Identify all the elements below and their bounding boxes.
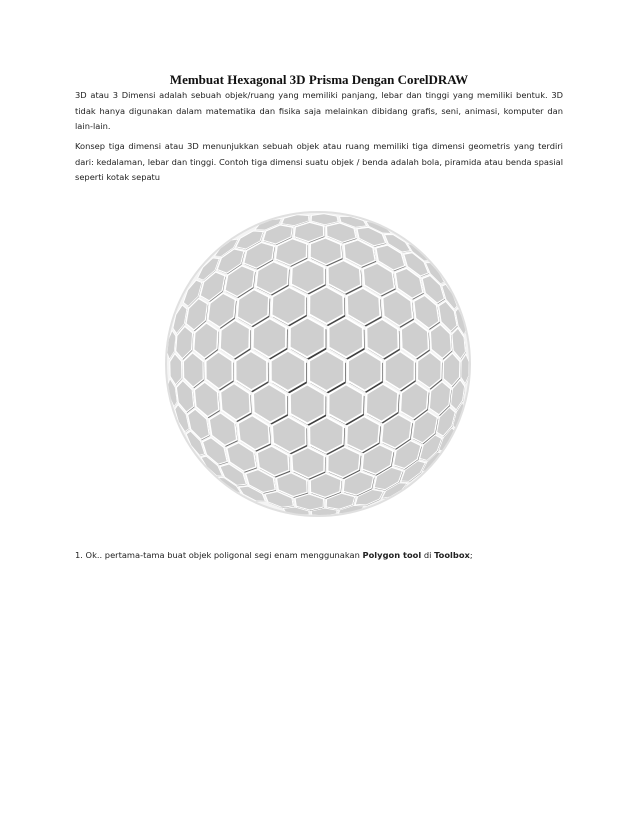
step-1-prefix: 1. Ok.. pertama-tama buat objek poligonal segi enam menggunakan	[75, 550, 363, 560]
hexagon-face	[309, 351, 344, 392]
step-1-location: Toolbox	[434, 550, 470, 560]
step-1-instruction	[75, 548, 563, 564]
paragraph-concept: Konsep tiga dimensi atau 3D menunjukkan sebuah objek atau ruang memiliki tiga dimensi geometris yang terdiri dari: kedalaman, lebar dan tinggi. Contoh tiga dimensi suatu objek / benda adalah bola, piramida atau benda spasial seperti kotak sepatu	[75, 141, 563, 182]
hexagon-face	[271, 351, 306, 391]
step-1-tool: Polygon tool	[362, 550, 422, 560]
step-1-suffix: ;	[469, 550, 473, 560]
document-title: Membuat Hexagonal 3D Prisma Dengan CorelDRAW	[169, 72, 469, 87]
step-1-middle: di	[421, 550, 435, 560]
hexagon-sphere-graphic	[164, 204, 472, 524]
paragraph-intro: 3D atau 3 Dimensi adalah sebuah objek/ruang yang memiliki panjang, lebar dan tinggi yang memiliki bentuk. 3D tidak hanya digunakan dalam matematika dan fisika saja melainkan dibidang grafis, seni, animasi, komputer dan lain-lain.	[75, 90, 563, 131]
hexagon-face	[290, 318, 325, 358]
hexagon-sphere-image	[164, 204, 472, 524]
